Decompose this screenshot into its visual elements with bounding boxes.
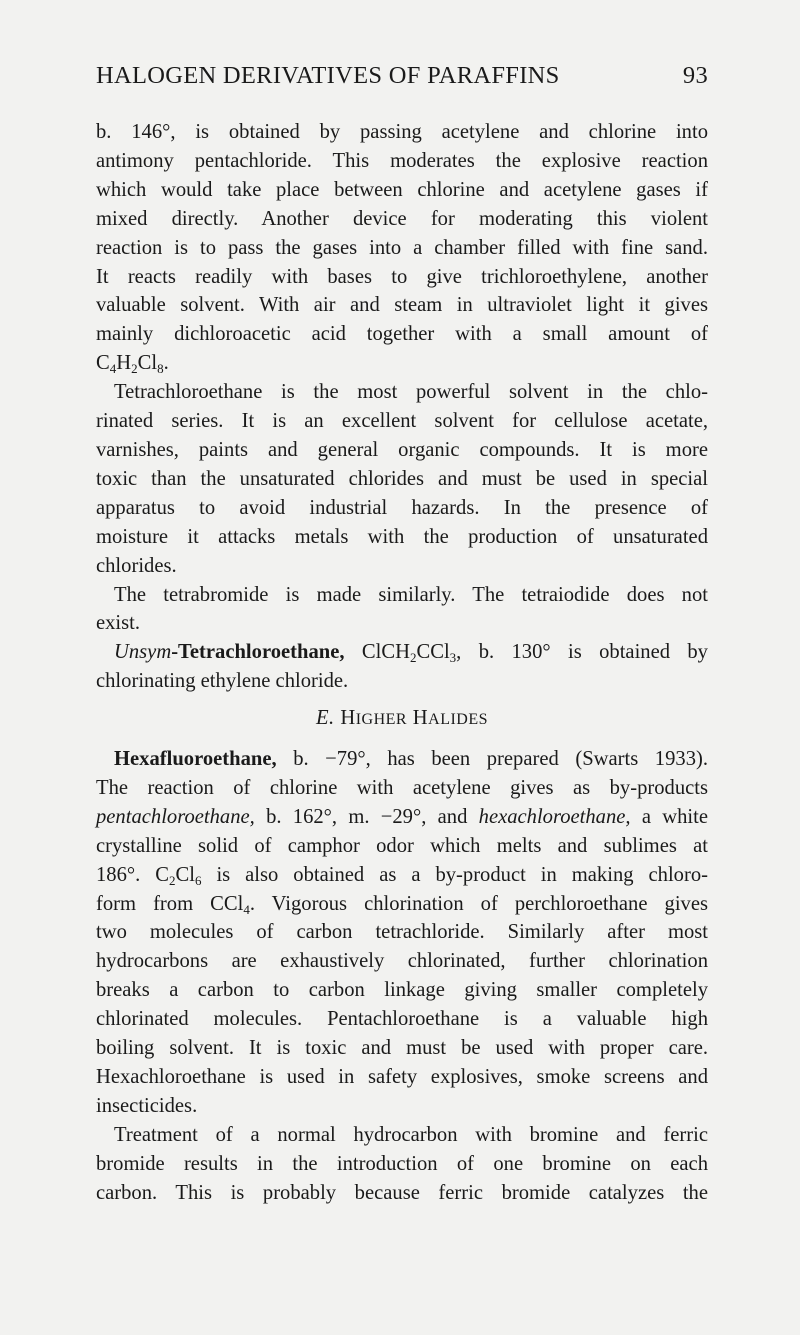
formula-subscript: 4	[109, 361, 117, 377]
formula-subscript: 2	[409, 650, 417, 666]
formula-part: .	[163, 352, 169, 375]
formula-line	[96, 349, 708, 378]
text-line: reaction is to pass the gases into a chamber filled with fine sand.	[96, 236, 708, 259]
text-line: antimony pentachloride. This moderates the explosive reaction	[96, 149, 708, 172]
text-line: It reacts readily with bases to give trichloroethylene, another	[96, 265, 708, 288]
text-line: valuable solvent. With air and steam in ultraviolet light it gives	[96, 294, 708, 317]
text-line: exist.	[96, 612, 141, 635]
section-letter: E.	[315, 707, 335, 730]
text-part: b. −79°, has been prepared (Swarts 1933).	[276, 748, 708, 771]
text-line: The tetrabromide is made similarly. The tetraiodide does not	[114, 583, 708, 606]
text-line: Hexachloroethane is used in safety explosives, smoke screens and	[96, 1066, 708, 1088]
text-line: breaks a carbon to carbon linkage giving smaller completely	[96, 979, 708, 1002]
text-line: chlorides.	[96, 554, 177, 577]
text-part: 186°. C	[96, 863, 169, 886]
text-line: carbon. This is probably because ferric bromide catalyzes the	[96, 1181, 708, 1204]
formula-subscript: 4	[243, 901, 250, 917]
text-line	[96, 803, 708, 832]
page-number: 93	[682, 62, 708, 89]
formula-subscript: 2	[169, 872, 176, 888]
text-line: boiling solvent. It is toxic and must be used with proper care.	[96, 1037, 708, 1060]
italic-term: pentachloroethane,	[96, 805, 255, 828]
text-line	[96, 861, 708, 890]
text-line: hydrocarbons are exhaustively chlorinated, further chlorination	[96, 950, 708, 973]
text-line: chlorinated molecules. Pentachloroethane is a valuable high	[96, 1008, 708, 1031]
text-line: which would take place between chlorine and acetylene gases if	[96, 178, 708, 201]
text-line: rinated series. It is an excellent solvent for cellulose acetate,	[96, 410, 708, 433]
text-part: b. 162°, m. −29°, and	[254, 805, 479, 828]
formula-subscript: 6	[194, 872, 202, 888]
italic-prefix: Unsym	[114, 641, 172, 664]
formula-part: CCl	[416, 641, 450, 664]
heading-cap: H	[340, 707, 356, 730]
text-part: . Vigorous chlorination of perchloroethane gives	[249, 892, 708, 915]
text-line: The reaction of chlorine with acetylene gives as by-products	[96, 776, 708, 799]
text-line: mainly dichloroacetic acid together with a small amount of	[96, 323, 708, 346]
text-line: two molecules of carbon tetrachloride. Similarly after most	[96, 921, 708, 944]
heading-smallcaps: ALIDES	[428, 711, 489, 729]
running-title: HALOGEN DERIVATIVES OF PARAFFINS	[96, 62, 560, 89]
text-line: varnishes, paints and general organic compounds. It is more	[96, 438, 708, 461]
formula-subscript: 2	[131, 361, 138, 377]
text-line: bromide results in the introduction of one bromine on each	[96, 1152, 708, 1175]
formula-part: ClCH	[361, 641, 410, 664]
text-part: is also obtained as a by-product in making chloro-	[201, 863, 708, 886]
text-line	[96, 890, 708, 919]
text-line: mixed directly. Another device for moderating this violent	[96, 207, 708, 230]
text-line: moisture it attacks metals with the production of unsaturated	[96, 525, 708, 548]
text-line: insecticides.	[96, 1094, 198, 1117]
body-text	[96, 118, 708, 1208]
text-line: crystalline solid of camphor odor which melts and sublimes at	[96, 834, 708, 857]
text-line	[96, 745, 708, 774]
formula-part: C	[96, 352, 110, 375]
text-line	[96, 638, 708, 667]
compound-name: -Tetrachloroethane,	[171, 641, 345, 664]
formula-subscript: 3	[449, 650, 457, 666]
heading-smallcaps: IGHER	[355, 711, 408, 729]
text-line: chlorinating ethylene chloride.	[96, 670, 349, 693]
formula-subscript: 8	[157, 361, 164, 377]
text-line: Tetrachloroethane is the most powerful solvent in the chlo-	[114, 381, 708, 404]
text-part: a white	[630, 805, 708, 828]
text-line: Treatment of a normal hydrocarbon with bromine and ferric	[114, 1123, 708, 1146]
text-line: toxic than the unsaturated chlorides and must be used in special	[96, 467, 708, 490]
text-part: form from CCl	[96, 892, 244, 915]
formula-part: H	[116, 352, 132, 375]
text-line: apparatus to avoid industrial hazards. In the presence of	[96, 496, 708, 519]
running-header	[96, 62, 708, 98]
italic-term: hexachloroethane,	[478, 805, 631, 828]
text-part: , b. 130° is obtained by	[456, 641, 708, 664]
heading-cap: H	[412, 707, 429, 730]
text-line: b. 146°, is obtained by passing acetylene and chlorine into	[96, 121, 708, 143]
formula-part: Cl	[137, 352, 158, 375]
compound-name: Hexafluoroethane,	[114, 748, 277, 771]
section-heading	[96, 704, 708, 735]
formula-part: Cl	[175, 863, 195, 886]
